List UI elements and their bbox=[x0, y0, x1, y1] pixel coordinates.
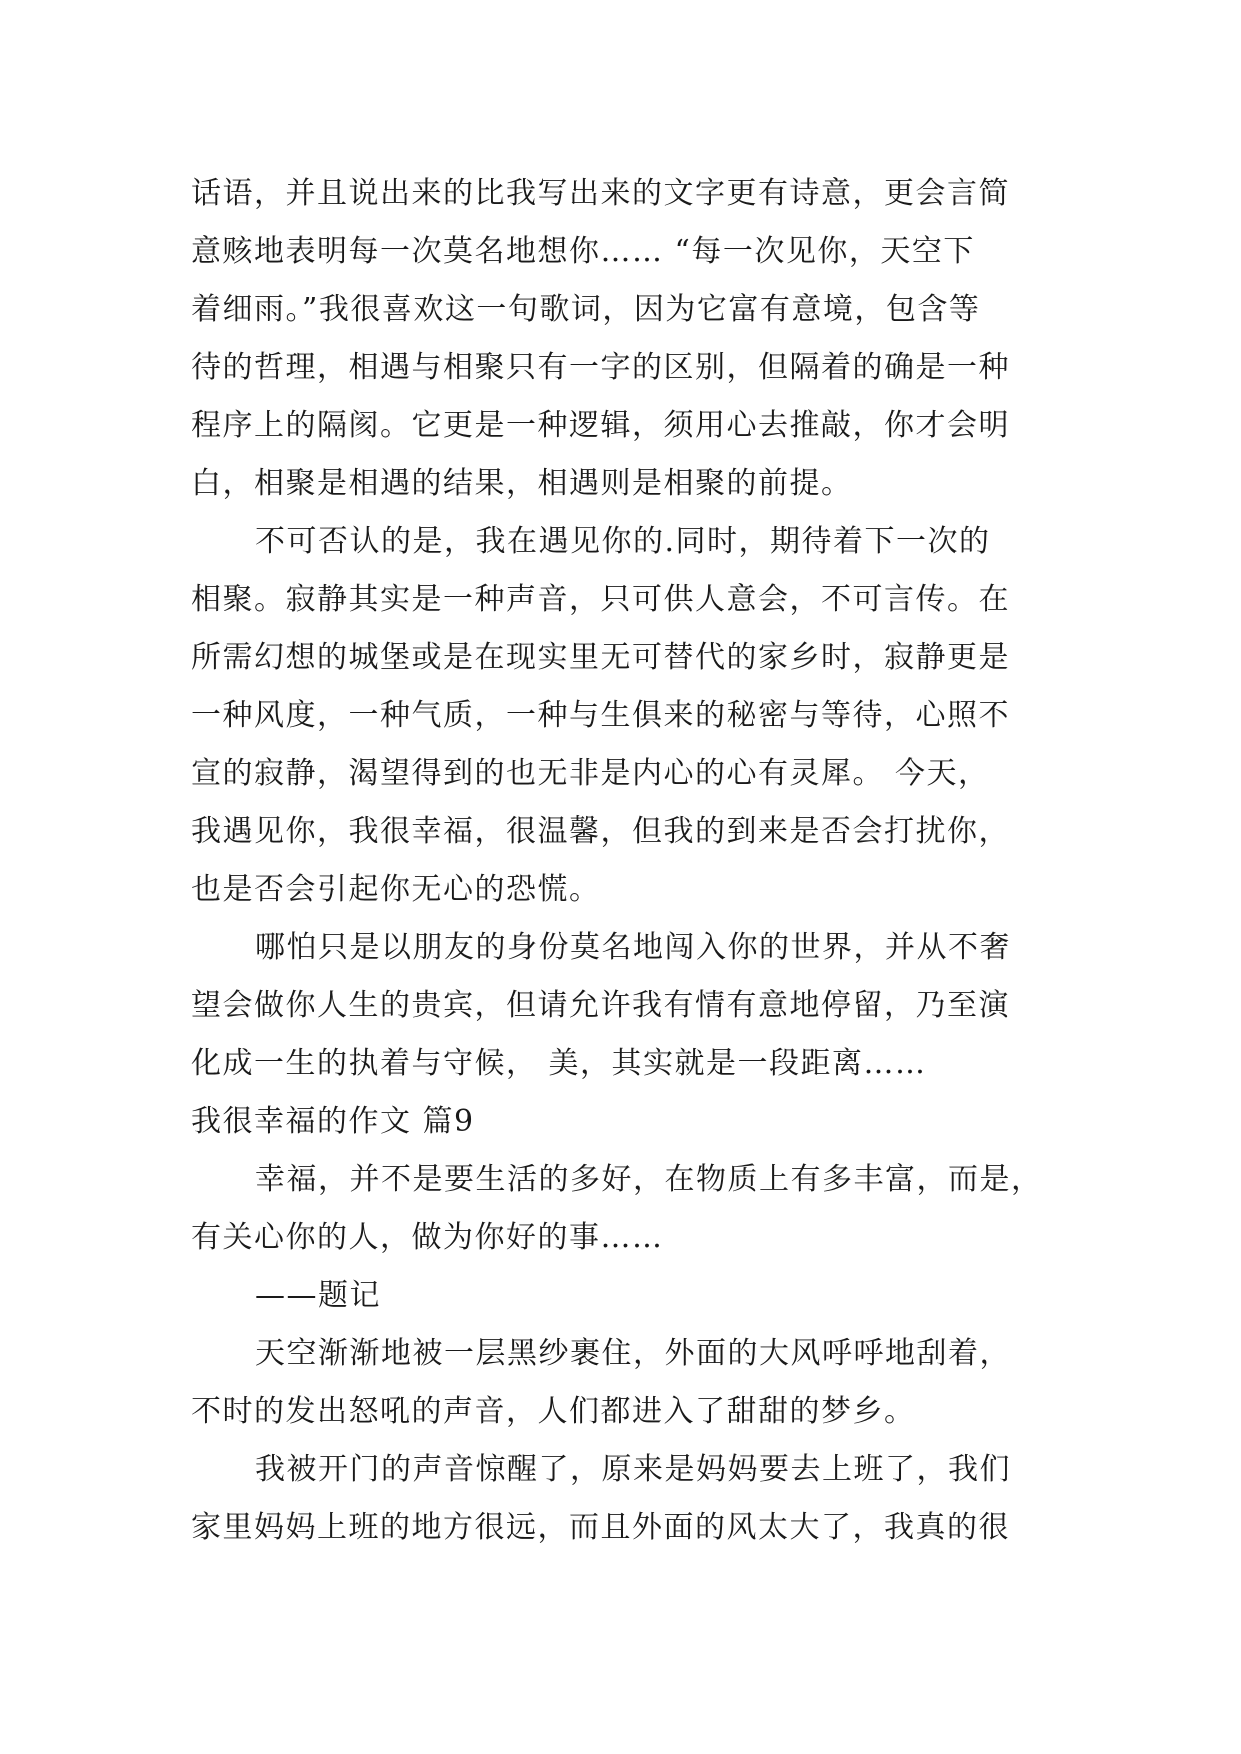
text-line: 家里妈妈上班的地方很远，而且外面的风太大了，我真的很 bbox=[191, 1510, 1010, 1545]
text-line: 相聚。寂静其实是一种声音，只可供人意会，不可言传。在 bbox=[191, 582, 1010, 617]
text-line: 程序上的隔阂。它更是一种逻辑，须用心去推敲，你才会明 bbox=[191, 408, 1010, 443]
text-line: 一种风度，一种气质，一种与生俱来的秘密与等待，心照不 bbox=[191, 698, 1010, 733]
text-line: 也是否会引起你无心的恐慌。 bbox=[191, 872, 601, 907]
text-line: 不时的发出怒吼的声音，人们都进入了甜甜的梦乡。 bbox=[191, 1394, 916, 1429]
paragraph-first-line: 哪怕只是以朋友的身份莫名地闯入你的世界，并从不奢 bbox=[255, 930, 1011, 965]
text-line: 白，相聚是相遇的结果，相遇则是相聚的前提。 bbox=[191, 466, 853, 501]
paragraph-first-line: 我被开门的声音惊醒了，原来是妈妈要去上班了，我们 bbox=[255, 1452, 1011, 1487]
paragraph-first-line: 幸福，并不是要生活的多好，在物质上有多丰富，而是， bbox=[255, 1162, 1043, 1197]
epigraph-attribution: ——题记 bbox=[255, 1278, 381, 1313]
text-line: 待的哲理，相遇与相聚只有一字的区别，但隔着的确是一种 bbox=[191, 350, 1010, 385]
text-line: 化成一生的执着与守候， 美，其实就是一段距离…… bbox=[191, 1046, 927, 1081]
text-line: 有关心你的人，做为你好的事…… bbox=[191, 1220, 664, 1255]
text-line: 宣的寂静，渴望得到的也无非是内心的心有灵犀。 今天， bbox=[191, 756, 990, 791]
text-line: 望会做你人生的贵宾，但请允许我有情有意地停留，乃至演 bbox=[191, 988, 1010, 1023]
text-line: 我遇见你，我很幸福，很温馨，但我的到来是否会打扰你， bbox=[191, 814, 1010, 849]
text-line: 话语，并且说出来的比我写出来的文字更有诗意，更会言简 bbox=[191, 176, 1010, 211]
paragraph-first-line: 天空渐渐地被一层黑纱裹住，外面的大风呼呼地刮着， bbox=[255, 1336, 1011, 1371]
text-line: 所需幻想的城堡或是在现实里无可替代的家乡时，寂静更是 bbox=[191, 640, 1010, 675]
text-line: 意赅地表明每一次莫名地想你…… “每一次见你，天空下 bbox=[191, 234, 975, 269]
section-heading: 我很幸福的作文 篇9 bbox=[191, 1104, 475, 1139]
text-line: 着细雨。”我很喜欢这一句歌词，因为它富有意境，包含等 bbox=[191, 292, 981, 327]
paragraph-first-line: 不可否认的是，我在遇见你的.同时，期待着下一次的 bbox=[255, 524, 991, 559]
